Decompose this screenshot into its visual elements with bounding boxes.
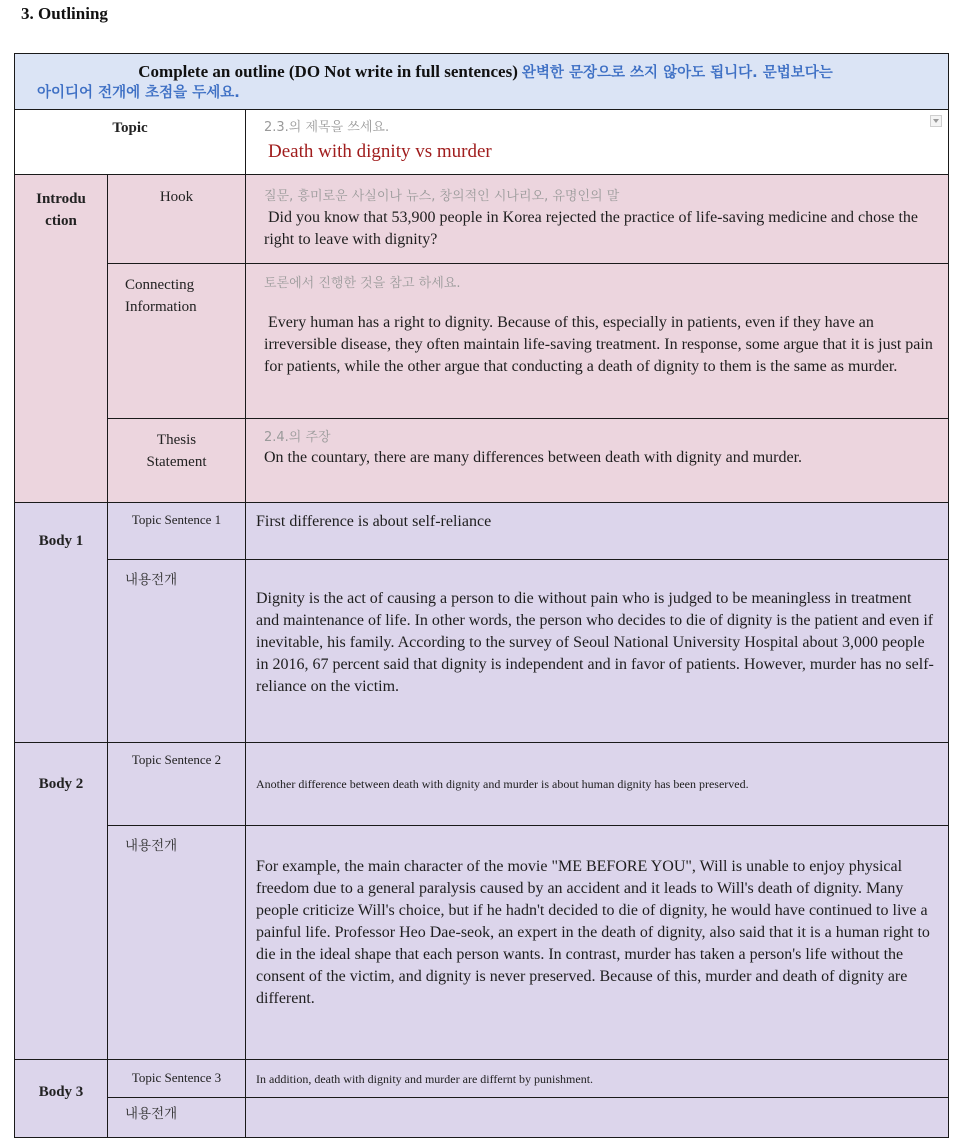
body2-content-cell[interactable] [246, 826, 949, 1060]
body1-content-cell[interactable] [246, 560, 949, 743]
body1-topic-label-cell [108, 503, 246, 560]
body3-topic-cell[interactable] [246, 1060, 949, 1098]
hook-label: Hook [159, 189, 194, 205]
body1-content-label: 내용전개 [125, 572, 178, 588]
hook-text[interactable]: Did you know that 53,900 people in Korea rejected the practice of life-saving medicine and chose the right to leave with dignity? [264, 209, 918, 248]
instruction-korean-part1: 완벽한 문장으로 쓰지 않아도 됩니다. 문법보다는 [521, 65, 833, 81]
body3-content-label-cell [108, 1098, 246, 1138]
instruction-header [15, 54, 949, 110]
dropdown-arrow-icon[interactable] [930, 115, 942, 127]
introduction-label: Introdu ction [36, 191, 86, 229]
body2-topic-cell[interactable] [246, 743, 949, 826]
outline-table [14, 53, 949, 1138]
section-title: 3. Outlining [21, 4, 108, 23]
body3-content-cell[interactable] [246, 1098, 949, 1138]
body2-topic-label-cell [108, 743, 246, 826]
body3-label-cell [15, 1060, 108, 1138]
thesis-text[interactable]: On the countary, there are many differences between death with dignity and murder. [264, 449, 803, 466]
body2-label: Body 2 [38, 776, 84, 792]
body3-label: Body 3 [38, 1084, 84, 1100]
body2-content-text[interactable]: For example, the main character of the movie "ME BEFORE YOU", Will is unable to enjoy physical freedom due to a general paralysis caused by an accident and it leads to Will's death of dignity. Many people criticize Will's choice, but if he hadn't decided to die of dignity, he would have continued to live a painful life. Professor Heo Dae-seok, an expert in the death of dignity, also said that it is a human right to die in the ideal shape that each person wants. In contrast, murder has taken a person's life without the consent of the victim, and dignity is never preserved. Because of this, murder and death of dignity are different. [256, 858, 930, 1007]
connecting-label-cell [108, 264, 246, 419]
connecting-cell[interactable] [246, 264, 949, 419]
topic-cell[interactable] [246, 110, 949, 175]
hook-hint: 질문, 흥미로운 사실이나 뉴스, 창의적인 시나리오, 유명인의 말 [264, 189, 620, 204]
thesis-cell[interactable] [246, 419, 949, 503]
connecting-hint: 토론에서 진행한 것을 참고 하세요. [264, 276, 461, 291]
body3-topic-label-cell [108, 1060, 246, 1098]
body1-label-cell [15, 503, 108, 743]
connecting-label: Connecting Information [125, 277, 197, 315]
hook-label-cell [108, 175, 246, 264]
connecting-text[interactable]: Every human has a right to dignity. Because of this, especially in patients, even if they have an irreversible disease, they often maintain life-saving treatment. In response, some argue that it is just pain for patients, while the other argue that conducting a death of dignity to them is the same as murder. [264, 314, 933, 375]
body1-content-text[interactable]: Dignity is the act of causing a person to die without pain who is judged to be meaningless in treatment and maintenance of life. In other words, the person who decides to die of dignity is the patient and even if inevitable, his family. According to the survey of Seoul National University Hospital about 3,000 people in 2016, 67 percent said that dignity is independent and in favor of patients. However, murder has no self-reliance on the victim. [256, 590, 934, 695]
body3-topic-text[interactable]: In addition, death with dignity and murder are differnt by punishment. [256, 1072, 594, 1086]
thesis-hint: 2.4.의 주장 [264, 430, 331, 445]
body2-content-label: 내용전개 [125, 838, 178, 854]
body3-content-label: 내용전개 [125, 1106, 178, 1122]
body2-topic-text[interactable]: Another difference between death with dignity and murder is about human dignity has been preserved. [256, 777, 749, 791]
topic-label-cell [15, 110, 246, 175]
topic-label: Topic [112, 120, 148, 136]
body1-topic-label: Topic Sentence 1 [131, 512, 222, 527]
body1-content-label-cell [108, 560, 246, 743]
body1-topic-text[interactable]: First difference is about self-reliance [256, 513, 492, 530]
introduction-label-cell [15, 175, 108, 503]
thesis-label: Thesis Statement [146, 432, 207, 470]
hook-cell[interactable] [246, 175, 949, 264]
body3-topic-label: Topic Sentence 3 [131, 1070, 222, 1085]
body1-topic-cell[interactable] [246, 503, 949, 560]
topic-hint: 2.3.의 제목을 쓰세요. [264, 120, 390, 135]
body2-topic-label: Topic Sentence 2 [131, 752, 222, 767]
body1-label: Body 1 [38, 533, 84, 549]
thesis-label-cell [108, 419, 246, 503]
body2-content-label-cell [108, 826, 246, 1060]
instruction-korean-part2: 아이디어 전개에 초점을 두세요. [37, 85, 240, 101]
instruction-english: Complete an outline (DO Not write in full sentences) [138, 62, 518, 81]
body2-label-cell [15, 743, 108, 1060]
topic-value[interactable]: Death with dignity vs murder [268, 141, 492, 162]
